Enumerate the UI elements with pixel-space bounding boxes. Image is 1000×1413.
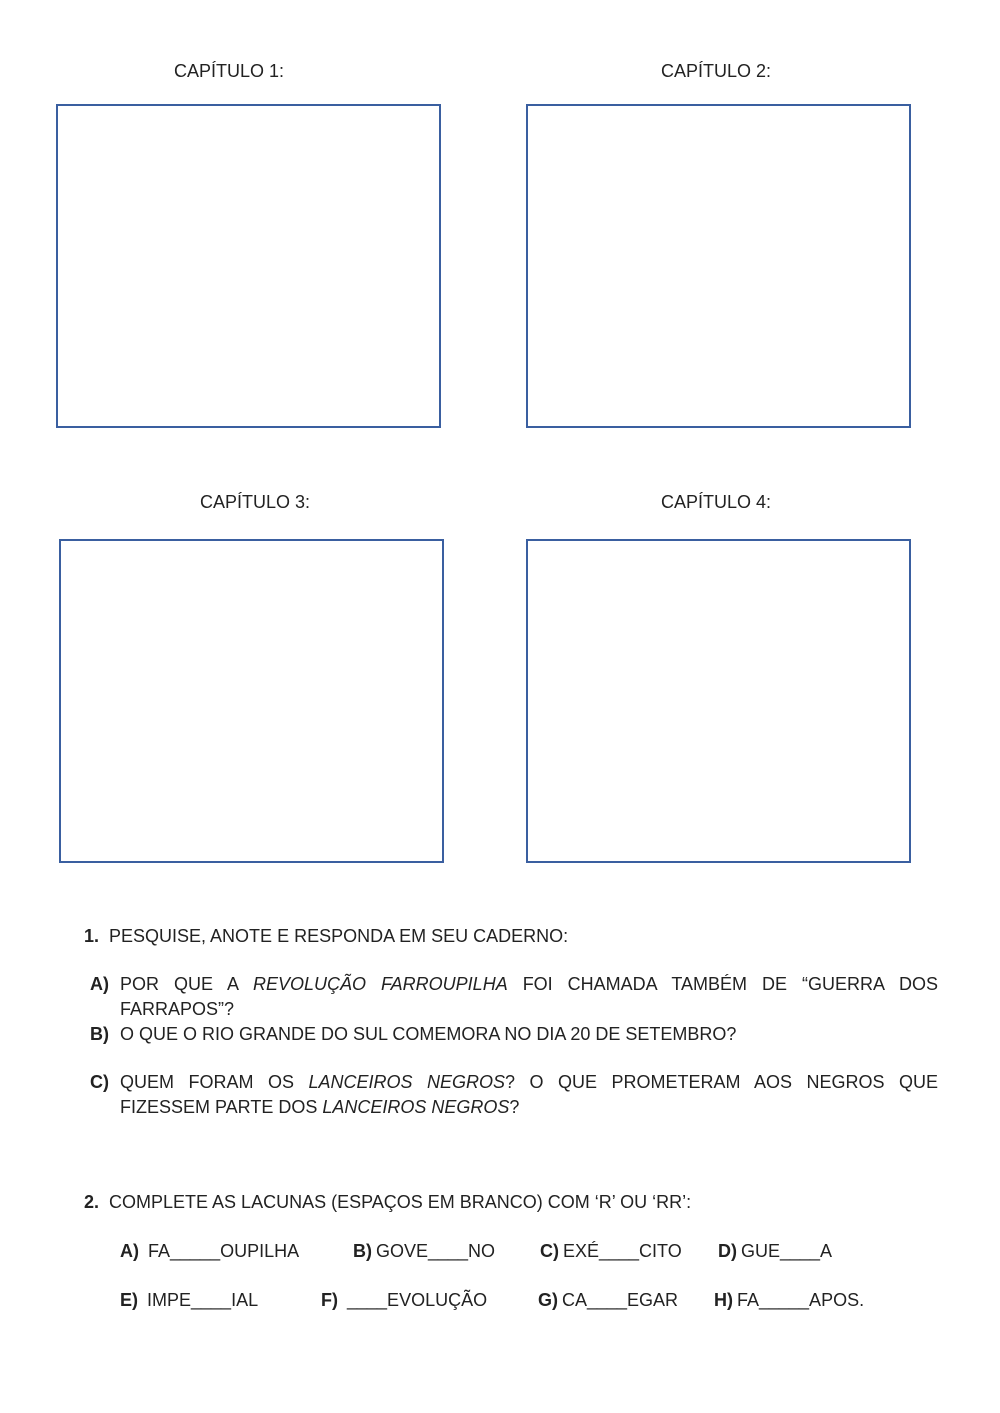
item-letter: A): [90, 974, 109, 994]
chapter-2-label: CAPÍTULO 2:: [661, 61, 772, 81]
fill-item-f: F) ____EVOLUÇÃO: [321, 1290, 488, 1310]
question-1-item-c: [90, 1070, 938, 1120]
item-letter: C): [90, 1072, 109, 1092]
question-2-title: COMPLETE AS LACUNAS (ESPAÇOS EM BRANCO) COM ‘R’ OU ‘RR’:: [109, 1192, 692, 1212]
question-1-item-a: [90, 972, 938, 1022]
item-text: POR QUE A REVOLUÇÃO FARROUPILHA FOI CHAMADA TAMBÉM DE “GUERRA DOS FARRAPOS”?: [120, 974, 938, 1019]
question-2-heading: [84, 1192, 691, 1213]
item-text: QUEM FORAM OS LANCEIROS NEGROS? O QUE PROMETERAM AOS NEGROS QUE FIZESSEM PARTE DOS LANCEIROS NEGROS?: [120, 1072, 938, 1117]
chapter-3-drawing-box[interactable]: [59, 539, 444, 863]
question-1-number: 1.: [84, 926, 100, 946]
fill-item-d: D) GUE____A: [718, 1241, 833, 1261]
item-text: O QUE O RIO GRANDE DO SUL COMEMORA NO DIA 20 DE SETEMBRO?: [120, 1024, 737, 1044]
item-letter: B): [90, 1024, 109, 1044]
chapter-2-drawing-box[interactable]: [526, 104, 911, 428]
question-1-item-b: [90, 1022, 938, 1047]
question-1-title: PESQUISE, ANOTE E RESPONDA EM SEU CADERNO:: [109, 926, 569, 946]
chapter-4-label: CAPÍTULO 4:: [661, 492, 772, 512]
fill-item-e: E) IMPE____IAL: [120, 1290, 259, 1310]
chapter-1-drawing-box[interactable]: [56, 104, 441, 428]
fill-item-a: A) FA_____OUPILHA: [120, 1241, 300, 1261]
fill-item-h: H) FA_____APOS.: [714, 1290, 865, 1310]
question-1-heading: [84, 926, 568, 947]
fill-item-g: G) CA____EGAR: [538, 1290, 679, 1310]
fill-item-b: B) GOVE____NO: [353, 1241, 496, 1261]
chapter-1-label: CAPÍTULO 1:: [174, 61, 285, 81]
chapter-4-drawing-box[interactable]: [526, 539, 911, 863]
fill-item-c: C) EXÉ____CITO: [540, 1241, 682, 1261]
question-2-number: 2.: [84, 1192, 100, 1212]
chapter-3-label: CAPÍTULO 3:: [200, 492, 311, 512]
